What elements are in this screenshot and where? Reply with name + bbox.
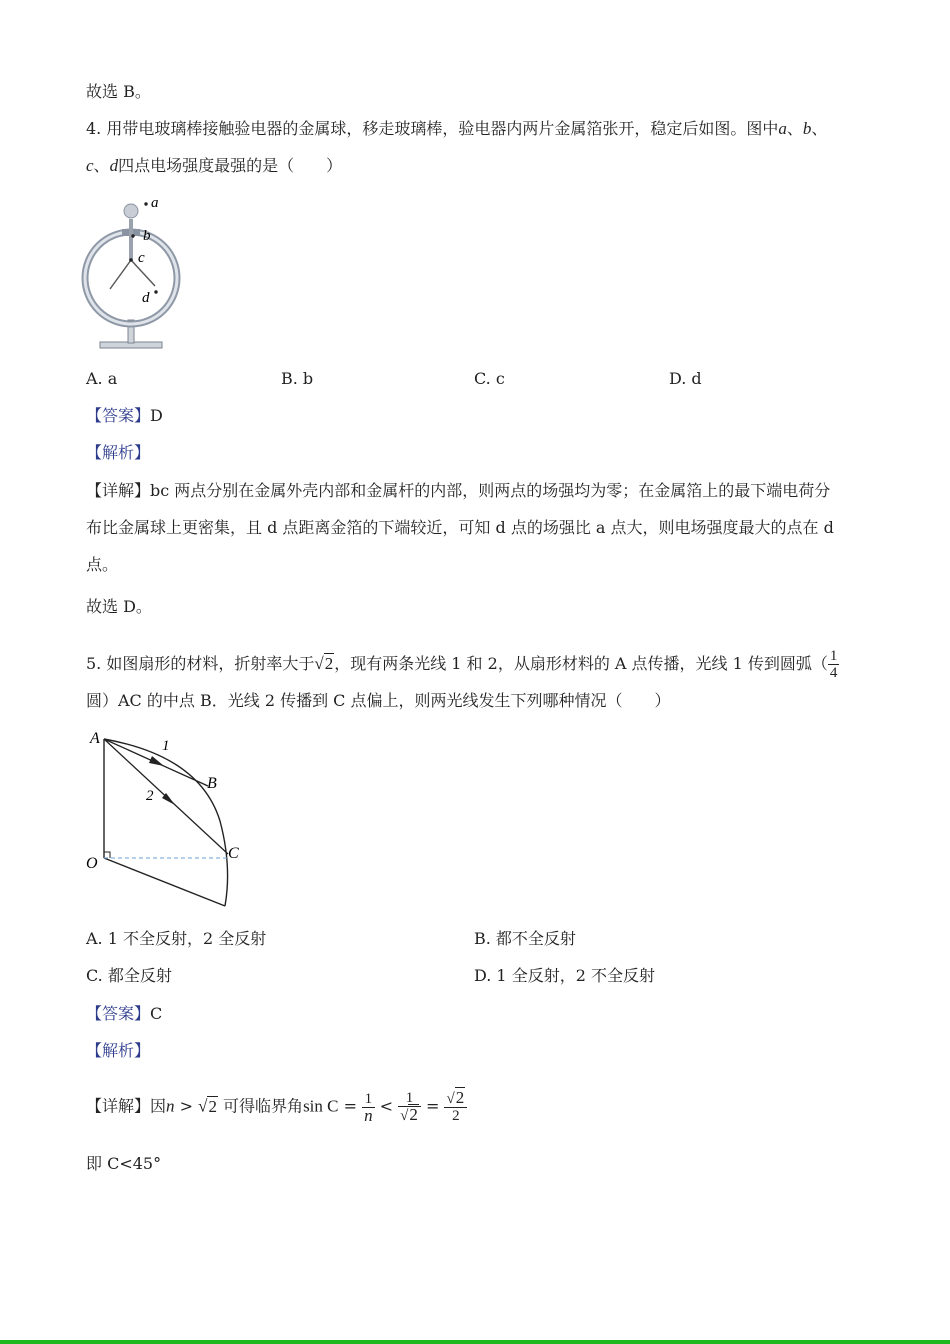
label-ray-1: 1: [162, 738, 170, 754]
edge-bottom: [104, 858, 225, 906]
op-gt: >: [174, 1096, 199, 1116]
label-c: C: [228, 845, 239, 862]
fraction-quarter: [828, 648, 840, 681]
label-b: B: [207, 775, 217, 792]
point-d-dot: [154, 290, 157, 293]
q5-stem-line2: 圆）AC 的中点 B．光线 2 传播到 C 点偏上，则两光线发生下列哪种情况（ ）: [86, 691, 671, 710]
q4-answer: [86, 406, 163, 426]
detail-tag: 【详解】: [86, 481, 151, 500]
bottom-border: [0, 1340, 950, 1344]
metal-ball: [124, 204, 138, 218]
q4-detail-line2: 布比金属球上更密集，且 d 点距离金箔的下端较近，可知 d 点的场强比 a 点大，则电场强度最大的点在 d: [86, 518, 834, 537]
q4-detail-line3: 点。: [86, 555, 119, 574]
detail-tag: 【详解】: [86, 1096, 151, 1116]
var-n: n: [166, 1096, 175, 1116]
q5-stem-line1: [86, 648, 839, 681]
op-lt: <: [374, 1096, 399, 1116]
fraction-numerator: 1: [362, 1091, 375, 1108]
q4-stem-text2: 四点电场强度最强的是（ ）: [118, 156, 343, 175]
q4-option-d: D. d: [669, 369, 702, 388]
point-c-dot: [129, 258, 132, 261]
fraction-root2-over-2: [444, 1090, 467, 1124]
sqrt-radicand: 2: [324, 654, 334, 673]
label-o: O: [86, 855, 98, 872]
q4-detail-line1: [86, 481, 830, 501]
op-eq: =: [338, 1096, 363, 1116]
electroscope-figure: [80, 192, 190, 354]
fraction-numerator: 1: [398, 1090, 421, 1107]
q5-answer: [86, 1004, 162, 1024]
detail-text: bc 两点分别在金属外壳内部和金属杆的内部，则两点的场强均为零；在金属箔上的最下端电荷分: [150, 481, 831, 500]
point-a-dot: [144, 202, 147, 205]
point-c-label: c: [138, 250, 145, 266]
sqrt-radicand: 2: [455, 1088, 465, 1107]
q5-option-b: B. 都不全反射: [474, 929, 576, 948]
q5-option-a: A. 1 不全反射，2 全反射: [86, 929, 267, 948]
q5-analysis-tag: 【解析】: [86, 1041, 151, 1060]
q5-stem-text2: ，现有两条光线 1 和 2，从扇形材料的 A 点传播，光线 1 传到圆弧（: [334, 654, 828, 673]
fraction-denominator: n: [364, 1105, 373, 1125]
point-b-dot: [131, 234, 134, 237]
fraction-numerator: √2: [444, 1090, 467, 1108]
label-a: A: [90, 730, 100, 747]
q4-sep: 、: [93, 156, 110, 175]
q5-option-c: C. 都全反射: [86, 966, 172, 985]
answer-value: D: [150, 406, 163, 425]
q4-var-d: d: [109, 156, 119, 175]
answer-value: C: [150, 1004, 163, 1023]
fraction-denominator: 4: [829, 665, 838, 681]
label-ray-2: 2: [146, 788, 154, 804]
arc: [104, 739, 228, 906]
q5-stem-text: 5. 如图扇形的材料，折射率大于: [86, 654, 315, 673]
q4-stem-text: 4. 用带电玻璃棒接触验电器的金属球，移走玻璃棒，验电器内两片金属箔张开，稳定后如图。图中: [86, 119, 779, 138]
q4-option-b: B. b: [281, 369, 314, 388]
metal-foil-left: [110, 260, 131, 289]
detail-text2: 可得临界角: [223, 1096, 304, 1116]
q4-var-a: a: [778, 119, 787, 138]
q4-sep: 、: [811, 119, 828, 138]
sqrt-radicand: 2: [409, 1105, 418, 1124]
q4-stem-line2: [86, 156, 342, 176]
metal-rod: [129, 219, 133, 261]
q4-option-a: A. a: [86, 369, 118, 388]
detail-text: 因: [150, 1096, 167, 1116]
point-d-label: d: [142, 290, 150, 306]
q4-stem-line1: [86, 119, 827, 139]
sqrt-expression: √2: [314, 654, 334, 673]
op-eq: =: [420, 1096, 445, 1116]
ray-1-arrow: [149, 756, 164, 766]
fraction-numerator: 1: [829, 648, 838, 664]
previous-answer-line: 故选 B。: [86, 82, 151, 101]
q4-final: 故选 D。: [86, 597, 152, 616]
sector-figure: [82, 726, 250, 912]
answer-tag: 【答案】: [86, 406, 151, 425]
point-a-label: a: [151, 195, 159, 211]
right-angle-mark: [104, 852, 110, 858]
fraction-denominator: √2: [400, 1105, 418, 1124]
fraction-one-over-n: [362, 1091, 375, 1124]
q4-sep: 、: [786, 119, 803, 138]
sin-c: sin C: [303, 1096, 339, 1116]
fraction-one-over-root2: [398, 1090, 421, 1124]
fraction-denominator: 2: [452, 1108, 460, 1124]
sqrt-radicand: 2: [208, 1096, 217, 1116]
q5-last-line: 即 C<45°: [86, 1154, 162, 1173]
point-b-label: b: [143, 228, 151, 244]
answer-tag: 【答案】: [86, 1004, 151, 1023]
q4-option-c: C. c: [474, 369, 505, 388]
sqrt-expression: √2: [198, 1096, 217, 1116]
q4-var-b: b: [802, 119, 812, 138]
q4-analysis-tag: 【解析】: [86, 443, 151, 462]
q4-var-c: c: [86, 156, 94, 175]
q5-detail-line: [86, 1090, 467, 1124]
q5-option-d: D. 1 全反射，2 不全反射: [474, 966, 655, 985]
